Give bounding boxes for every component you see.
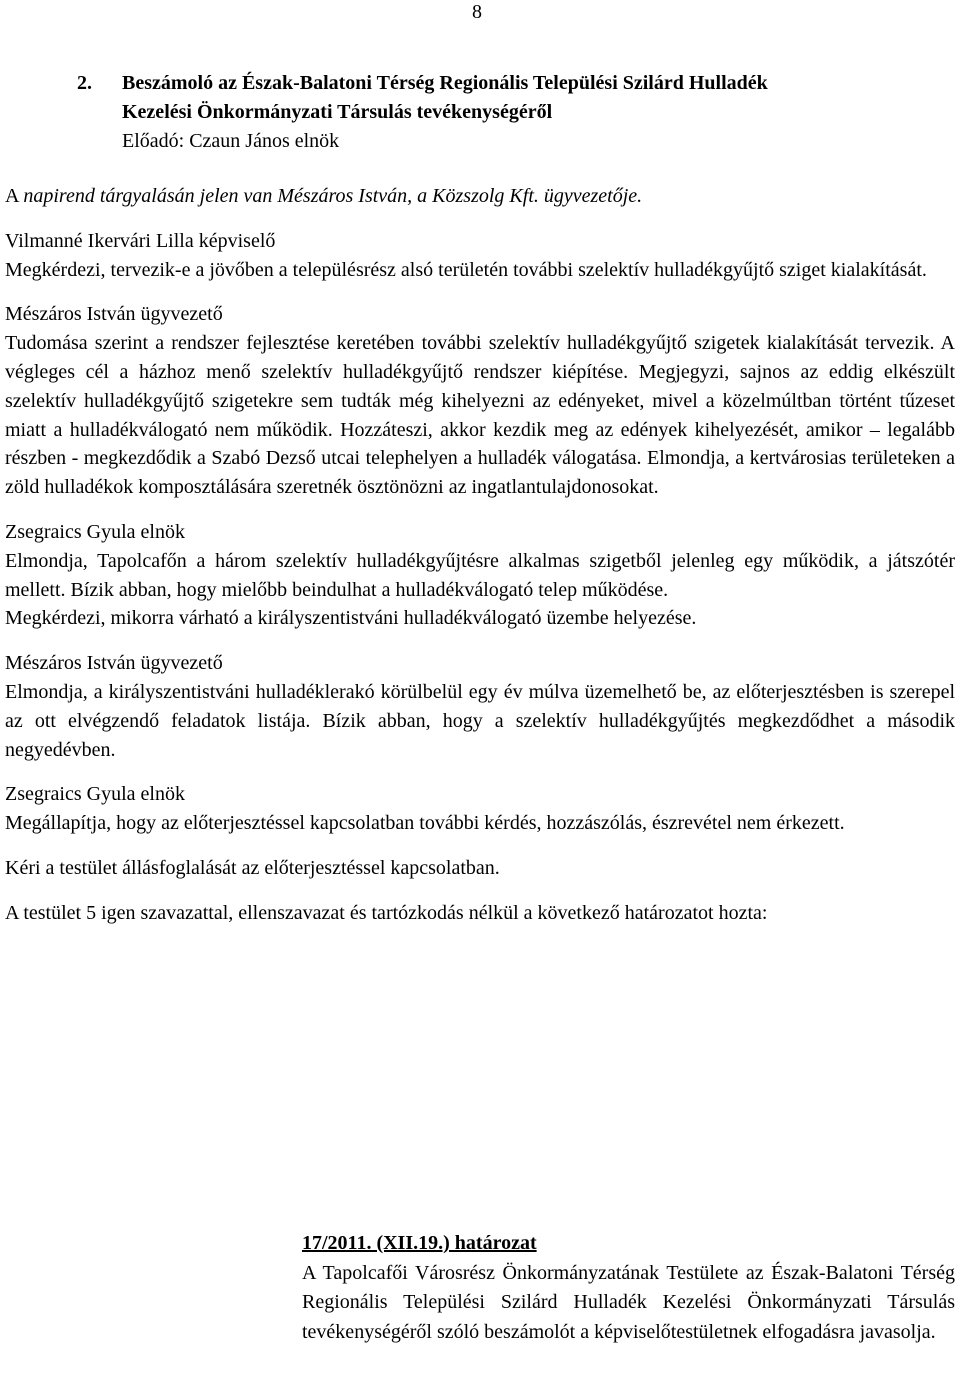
resolution-title: 17/2011. (XII.19.) határozat (302, 1232, 537, 1254)
speech-paragraph: Megállapítja, hogy az előterjesztéssel kapcsolatban további kérdés, hozzászólás, észrevétel nem érkezett. (5, 812, 845, 835)
speaker-name: Zsegraics Gyula elnök (5, 520, 185, 543)
vote-paragraph: A testület 5 igen szavazattal, ellenszavazat és tartózkodás nélkül a következő határozatot hozta: (5, 901, 768, 924)
speaker-name: Mészáros István ügyvezető (5, 652, 223, 675)
intro-prefix: A (5, 185, 24, 207)
speech-paragraph: Elmondja, a királyszentistváni hulladéklerakó körülbelül egy év múlva üzemelhető be, az előterjesztésben is szerepel az ott elvégzendő feladatok listája. Bízik abban, hogy a szelektív hulladékgyűjtés megkezdődhet a második negyedévben. (5, 680, 955, 761)
agenda-item (77, 69, 957, 156)
speech-paragraph: Megkérdezi, mikorra várható a királyszentistváni hulladékválogató üzembe helyezése. (5, 607, 697, 630)
agenda-presenter: Előadó: Czaun János elnök (122, 130, 340, 152)
intro-paragraph (5, 182, 955, 211)
resolution-text: A Tapolcafői Városrész Önkormányzatának Testülete az Észak-Balatoni Térség Regionális Települési Szilárd Hulladék Kezelési Önkormányzati Társulás tevékenységéről szóló beszámolót a képviselőtestületnek elfogadásra javasolja. (302, 1261, 955, 1343)
speaker-name: Vilmanné Ikervári Lilla képviselő (5, 229, 276, 252)
agenda-item-number: 2. (77, 72, 92, 94)
agenda-title-line1: Beszámoló az Észak-Balatoni Térség Regionális Települési Szilárd Hulladék (122, 72, 768, 94)
speech-paragraph: Elmondja, Tapolcafőn a három szelektív hulladékgyűjtésre alkalmas szigetből jelenleg egy működik, a játszótér mellett. Bízik abban, hogy mielőbb beindulhat a hulladékválogató telep működése. (5, 549, 955, 601)
speech-paragraph: Megkérdezi, tervezik-e a jövőben a településrész alsó területén további szelektív hulladékgyűjtő sziget kialakítását. (5, 258, 927, 281)
minutes-body (5, 182, 955, 928)
speaker-name: Mészáros István ügyvezető (5, 303, 223, 326)
intro-italic: napirend tárgyalásán jelen van Mészáros István, a Közszolg Kft. ügyvezetője. (23, 185, 643, 207)
agenda-title-line2: Kezelési Önkormányzati Társulás tevékenységéről (122, 101, 553, 123)
speech-paragraph: Tudomása szerint a rendszer fejlesztése keretében további szelektív hulladékgyűjtő szigetek kialakítását tervezik. A végleges cél a házhoz menő szelektív hulladékgyűjtő rendszer kiépítése. Megjegyzi, sajnos az eddig elkészült szelektív hulladékgyűjtő szigetekre sem tudták még kihelyezni az edényeket, mivel a közelmúltban történt tűzeset miatt a hulladékválogató nem működik. Hozzáteszi, akkor kezdik meg az edények kihelyezését, amikor – legalább részben - megkezdődik a Szabó Dezső utcai telephelyen a hulladék válogatása. Elmondja, a kertvárosias területeken a zöld hulladékok komposztálására szeretnék ösztönözni az ingatlantulajdonosokat. (5, 332, 955, 499)
speaker-name: Zsegraics Gyula elnök (5, 783, 185, 806)
page-number: 8 (472, 1, 482, 23)
resolution-block (302, 1229, 955, 1347)
request-paragraph: Kéri a testület állásfoglalását az előterjesztéssel kapcsolatban. (5, 856, 500, 879)
